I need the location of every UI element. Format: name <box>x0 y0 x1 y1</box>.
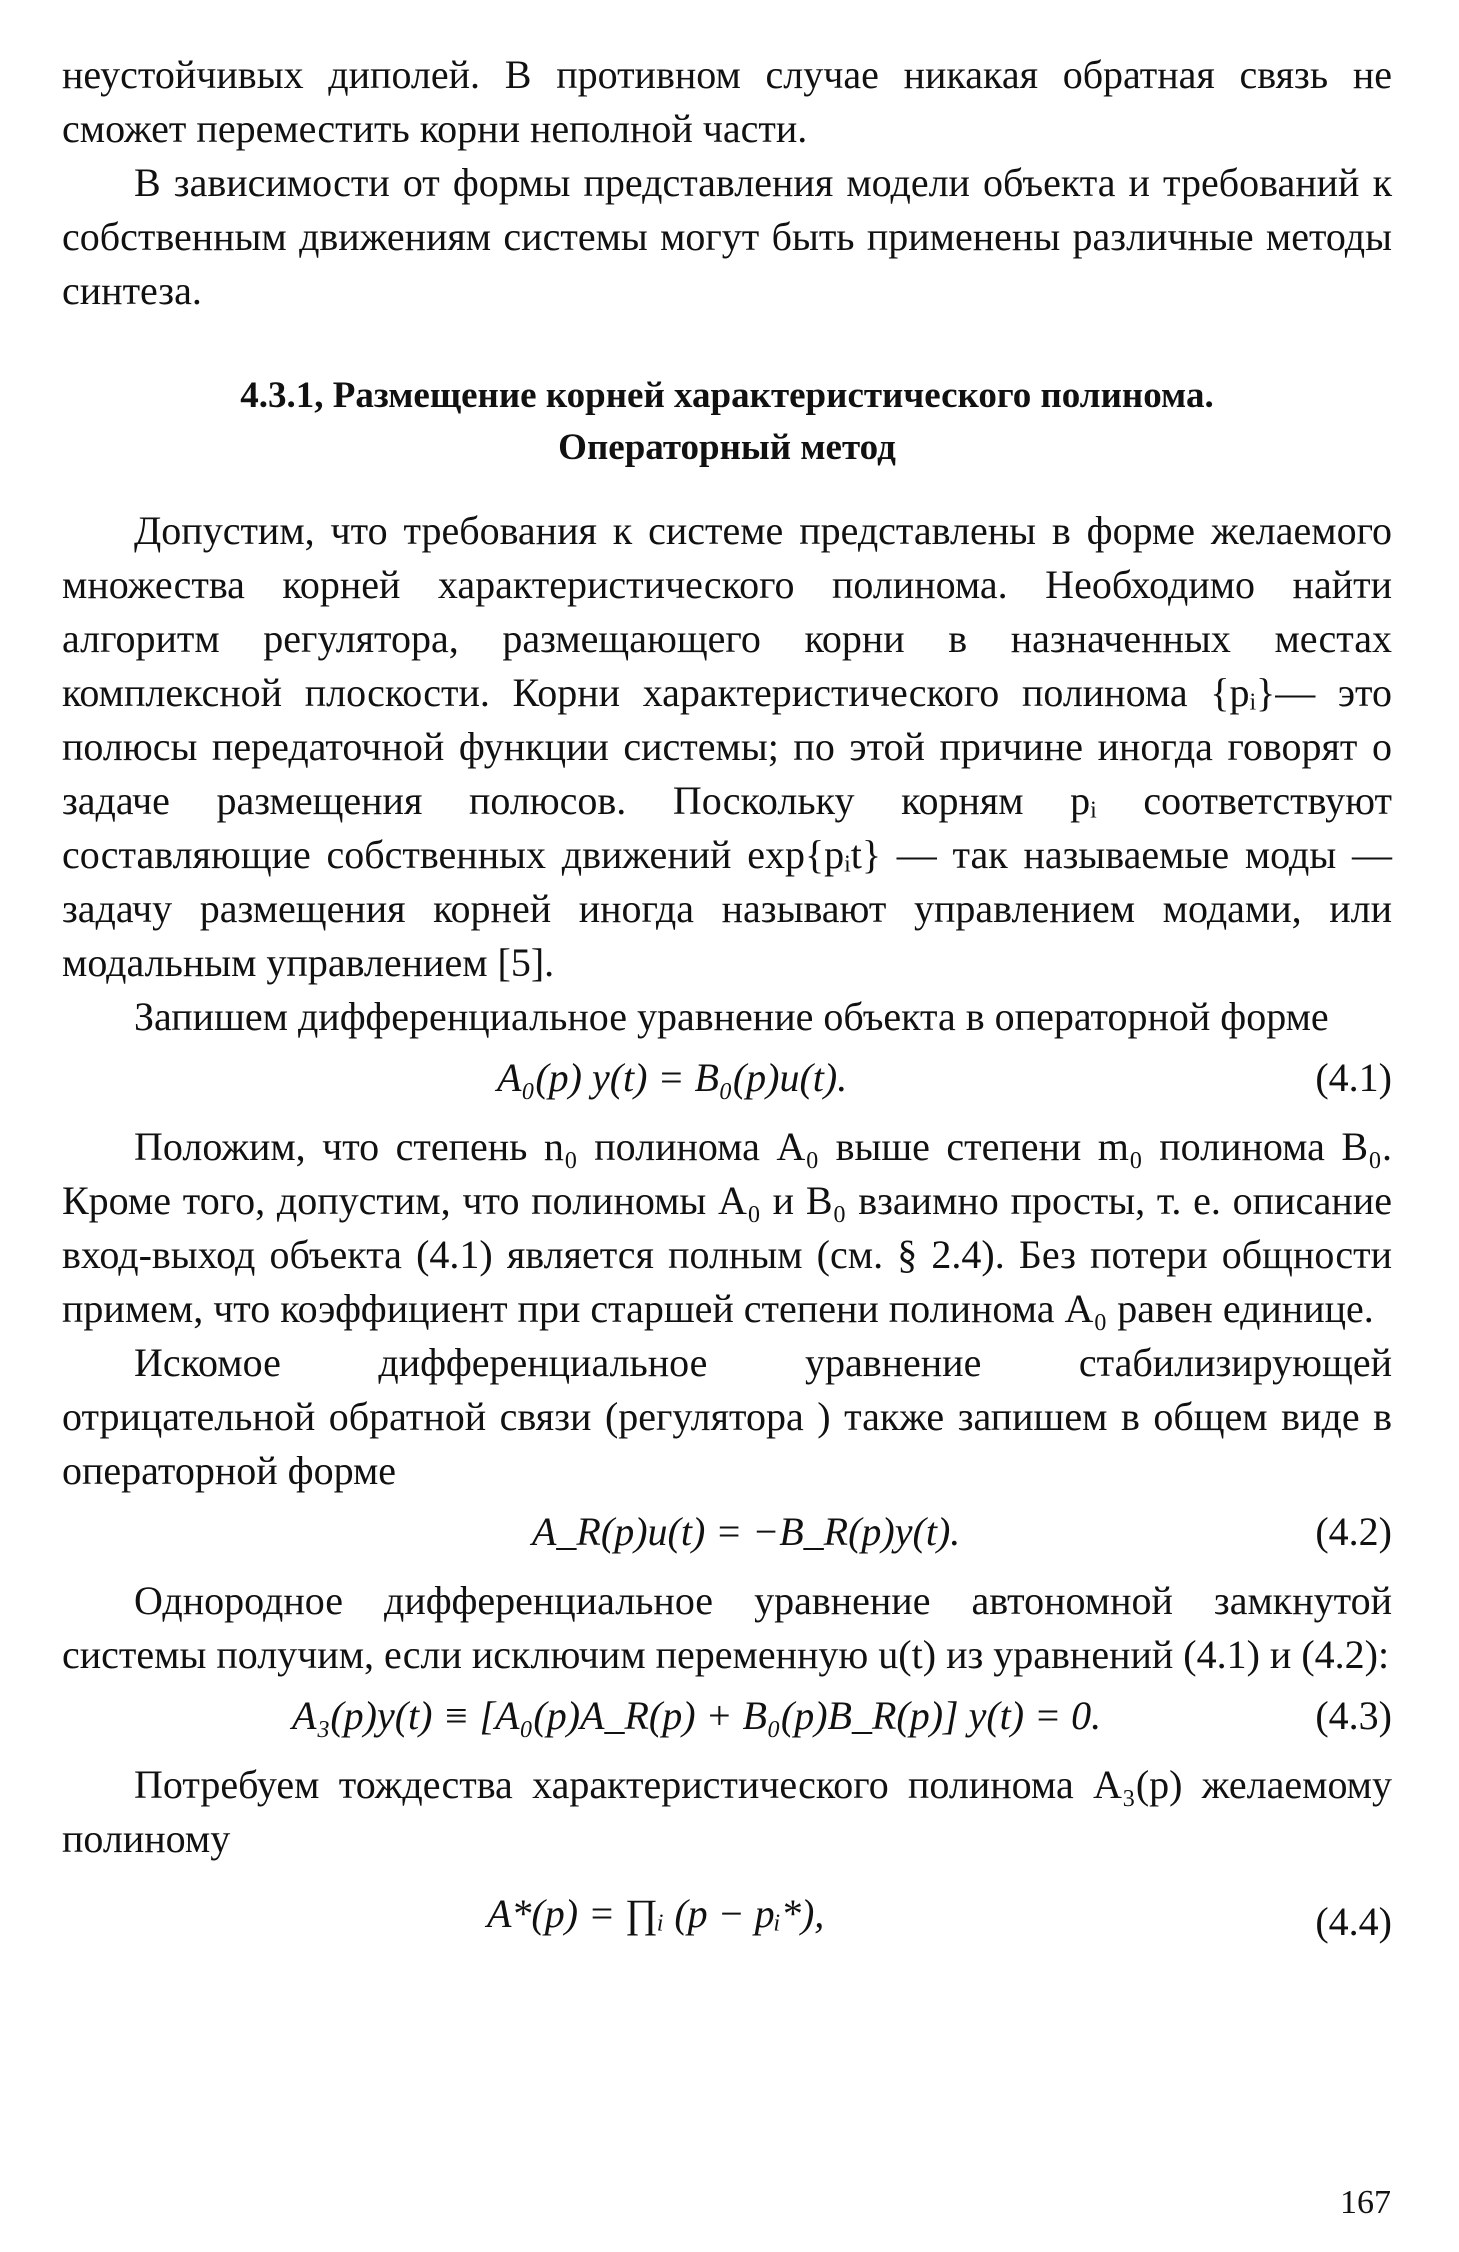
equation-expression: A_R(p)u(t) = −B_R(p)y(t). <box>532 1509 961 1554</box>
equation-number: (4.1) <box>1315 1055 1392 1100</box>
equation-expression: A₀(p) y(t) = B₀(p)u(t). <box>497 1055 848 1100</box>
paragraph-assume: Допустим, что требования к системе представлены в форме желаемого множества корней характеристического полинома. Необходимо найти алгоритм регулятора, размещающего корни в назначенных местах комплексной плоскости. Корни характеристического полинома {pᵢ}— это полюсы передаточной функции системы; по этой причине иногда говорят о задаче размещения полюсов. Поскольку корням pᵢ соответствуют составляющие собственных движений exp{pᵢt} — так называемые моды — задачу размещения корней иногда называют управлением модами, или модальным управлением [5]. <box>62 508 1392 985</box>
paragraph-intro: неустойчивых диполей. В противном случае никакая обратная связь не сможет переместить корни неполной части. <box>62 52 1392 151</box>
equation-number: (4.3) <box>1315 1693 1392 1738</box>
section-heading: 4.3.1, Размещение корней характеристического полинома. <box>240 375 1214 416</box>
page-number: 167 <box>1340 2184 1391 2221</box>
equation-4-2 <box>62 1498 1392 1574</box>
paragraph-write: Запишем дифференциальное уравнение объекта в операторной форме <box>134 994 1329 1039</box>
equation-number: (4.2) <box>1315 1509 1392 1554</box>
page-content <box>62 48 1392 1976</box>
paragraph-require: Потребуем тождества характеристического полинома A₃(p) желаемому полиному <box>62 1762 1392 1861</box>
equation-4-1 <box>62 1044 1392 1120</box>
section-heading-subtitle: Операторный метод <box>558 427 896 468</box>
equation-4-4 <box>62 1866 1392 1976</box>
equation-number: (4.4) <box>1315 1899 1392 1944</box>
equation-4-3 <box>62 1682 1392 1758</box>
equation-expression: A*(p) = ∏ᵢ (p − pᵢ*), <box>487 1891 825 1936</box>
paragraph-regulator: Искомое дифференциальное уравнение стабилизирующей отрицательной обратной связи (регулятора ) также запишем в общем виде в операторной форме <box>62 1340 1392 1493</box>
paragraph-methods: В зависимости от формы представления модели объекта и требований к собственным движениям системы могут быть применены различные методы синтеза. <box>62 160 1392 313</box>
equation-expression: A₃(p)y(t) ≡ [A₀(p)A_R(p) + B₀(p)B_R(p)] y(t) = 0. <box>292 1693 1102 1738</box>
paragraph-degree: Положим, что степень n₀ полинома A₀ выше степени m₀ полинома B₀. Кроме того, допустим, что полиномы A₀ и B₀ взаимно просты, т. е. описание вход-выход объекта (4.1) является полным (см. § 2.4). Без потери общности примем, что коэффициент при старшей степени полинома A₀ равен единице. <box>62 1124 1392 1331</box>
paragraph-homogeneous: Однородное дифференциальное уравнение автономной замкнутой системы получим, если исключим переменную u(t) из уравнений (4.1) и (4.2): <box>62 1578 1392 1677</box>
